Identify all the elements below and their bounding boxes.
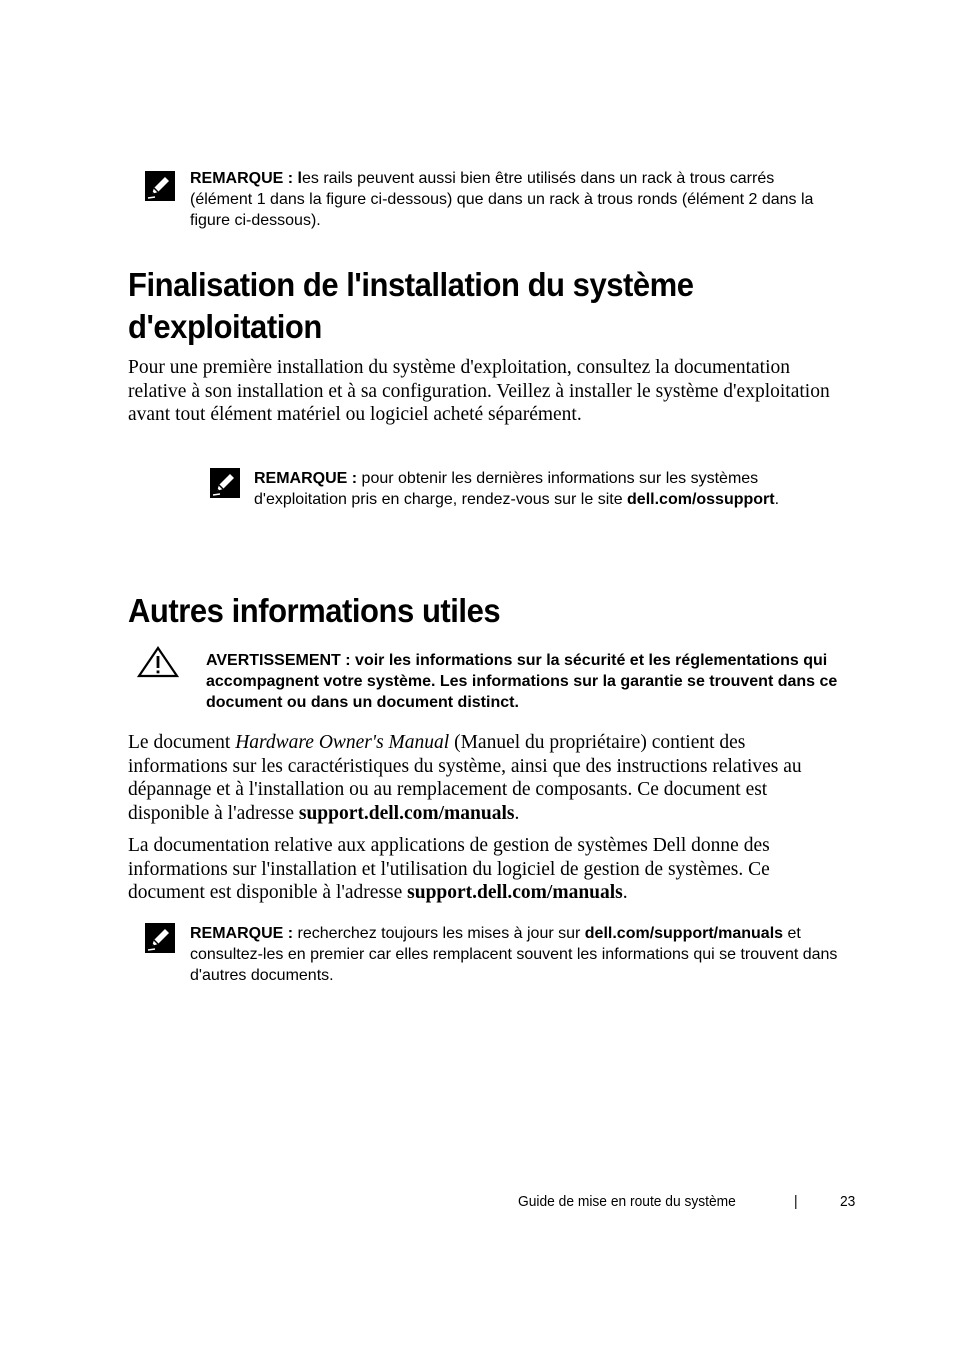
note-end: . bbox=[774, 491, 780, 508]
text: La documentation relative aux applications de gestion de systèmes Dell donne des informations sur l'installation et l'utilisation du logiciel de gestion de systèmes. Ce document est disponible à l'adresse bbox=[128, 835, 770, 903]
note-text: recherchez toujours les mises à jour sur bbox=[293, 925, 585, 942]
note-label: REMARQUE : bbox=[254, 470, 358, 487]
footer-title: Guide de mise en route du système bbox=[518, 1193, 736, 1210]
note-remark-ossupport bbox=[254, 468, 844, 510]
footer-separator: | bbox=[794, 1193, 798, 1210]
note-pencil-icon bbox=[145, 171, 175, 201]
manual-title: Hardware Owner's Manual bbox=[235, 732, 450, 753]
note-label: REMARQUE : l bbox=[190, 170, 302, 187]
warning-safety: AVERTISSEMENT : voir les informations sur la sécurité et les réglementations qui accompagnent votre système. Les informations sur la garantie se trouvent dans ce document ou dans un document distinct. bbox=[206, 652, 838, 711]
note-pencil-icon bbox=[145, 923, 175, 953]
text: . bbox=[514, 802, 520, 824]
heading-line: d'exploitation bbox=[128, 308, 322, 345]
section-heading-os-install bbox=[128, 264, 694, 348]
support-manuals-link[interactable]: dell.com/support/manuals bbox=[584, 925, 784, 942]
manuals-link[interactable]: support.dell.com/manuals bbox=[298, 802, 515, 824]
note-end: et consultez-les en premier car elles remplacent souvent les informations qui se trouvent dans d'autres documents. bbox=[190, 925, 838, 984]
ossupport-link[interactable]: dell.com/ossupport bbox=[627, 491, 775, 508]
note-label: REMARQUE : bbox=[190, 925, 294, 942]
paragraph-hardware-manual bbox=[128, 731, 840, 825]
page-number: 23 bbox=[840, 1193, 856, 1210]
note-remark-rails bbox=[190, 168, 840, 231]
note-pencil-icon bbox=[210, 468, 240, 498]
note-remark-updates bbox=[190, 923, 842, 986]
text: Le document bbox=[128, 732, 236, 753]
section-heading-other-info: Autres informations utiles bbox=[128, 592, 501, 629]
manuals-link[interactable]: support.dell.com/manuals bbox=[407, 882, 623, 903]
note-text: pour obtenir les dernières informations sur les systèmes d'exploitation pris en charge, rendez-vous sur le site bbox=[254, 470, 759, 508]
warning-triangle-icon bbox=[137, 646, 179, 678]
text: . bbox=[622, 882, 628, 903]
text: (Manuel du propriétaire) contient des informations sur les caractéristiques du système, ainsi que des instructions relatives au dépannage et à l'installation ou au remplacement de composants. Ce document est disponible à l'adresse bbox=[128, 732, 802, 824]
heading-line: Finalisation de l'installation du système bbox=[128, 266, 694, 303]
paragraph-os-install: Pour une première installation du système d'exploitation, consultez la documentation relative à son installation et à sa configuration. Veillez à installer le système d'exploitation avant tout élément matériel ou logiciel acheté séparément. bbox=[128, 357, 830, 425]
note-text: es rails peuvent aussi bien être utilisés dans un rack à trous carrés (élément 1 dans la figure ci-dessous) que dans un rack à trous ronds (élément 2 dans la figure ci-dessous). bbox=[190, 170, 814, 229]
paragraph-systems-management bbox=[128, 834, 840, 905]
